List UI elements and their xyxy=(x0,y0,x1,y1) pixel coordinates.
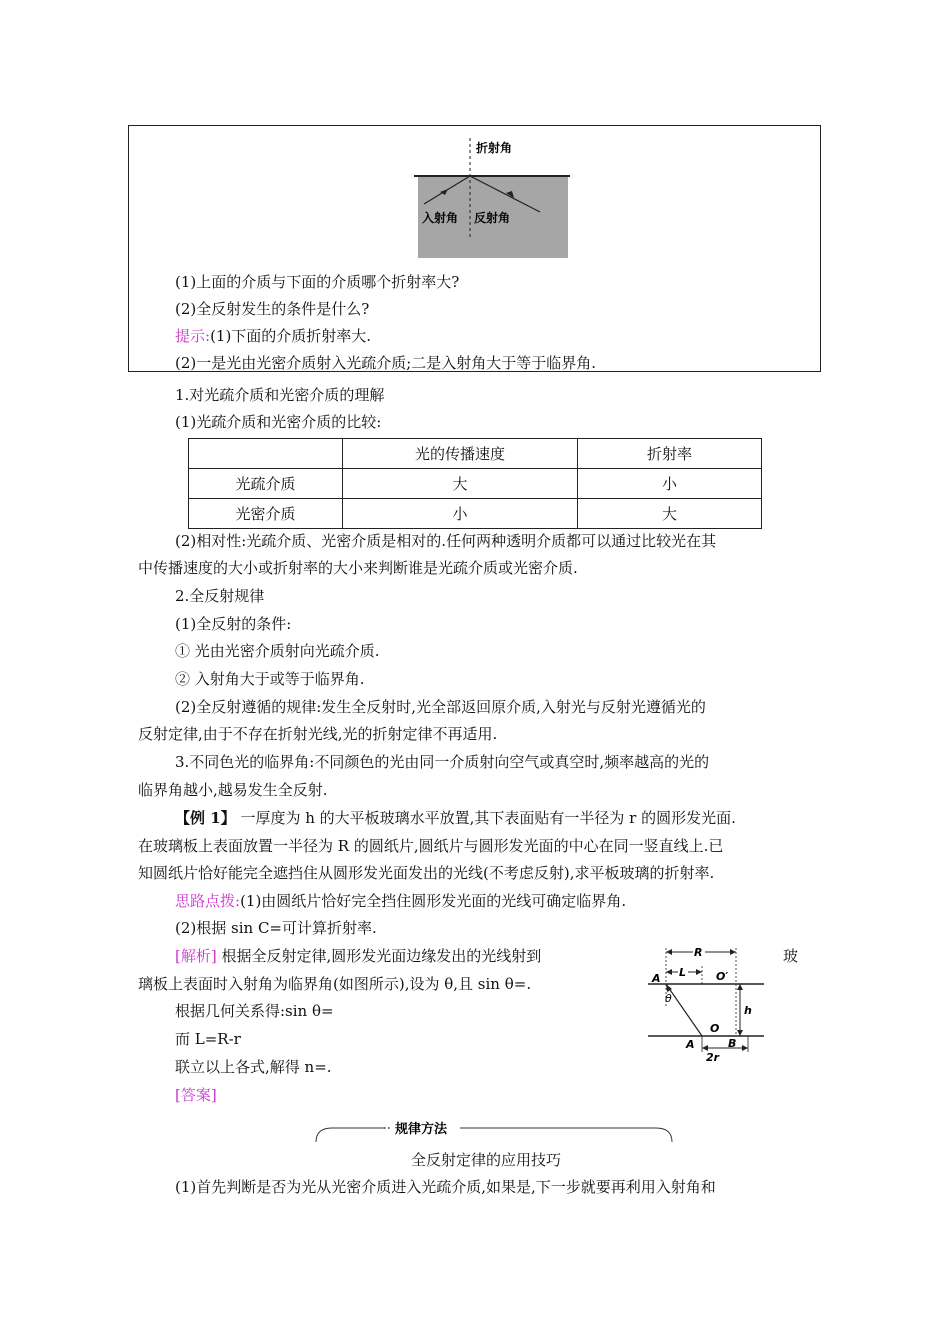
table-row xyxy=(189,499,762,529)
table-cell: 大 xyxy=(578,499,762,529)
label-R: R xyxy=(694,946,703,959)
section-2-sub2-line2: 反射定律,由于不存在折射光线,光的折射定律不再适用. xyxy=(138,725,498,743)
hint-label: 提示: xyxy=(175,327,211,345)
table-cell: 小 xyxy=(343,499,578,529)
glass-plate-figure xyxy=(644,944,768,1064)
method-title: 全反射定律的应用技巧 xyxy=(411,1151,562,1169)
label-L: L xyxy=(679,966,687,979)
label-h: h xyxy=(744,1004,752,1017)
table-row xyxy=(189,469,762,499)
arrow-down-icon xyxy=(737,1030,743,1036)
arrow-right-icon xyxy=(730,949,736,955)
table-header-cell xyxy=(189,439,343,469)
example-hint-line-2: (2)根据 sin C=可计算折射率. xyxy=(175,919,377,937)
analysis-line-1 xyxy=(175,946,541,966)
example-text-1: 一厚度为 h 的大平板玻璃水平放置,其下表面贴有一半径为 r 的圆形发光面. xyxy=(235,809,736,827)
analysis-line-4: 而 L=R-r xyxy=(175,1030,241,1048)
refraction-reflection-diagram xyxy=(414,138,570,260)
example-line-1 xyxy=(175,808,736,828)
banner-left-curve xyxy=(316,1128,384,1142)
table-header-row xyxy=(189,439,762,469)
label-A-bottom: A xyxy=(686,1038,695,1051)
section-2-sub1: (1)全反射的条件: xyxy=(175,615,292,633)
method-banner xyxy=(310,1118,680,1146)
answer-label: [答案] xyxy=(175,1086,217,1104)
label-A-top: A xyxy=(652,972,661,985)
hint-line-1 xyxy=(175,326,371,346)
arrow-right-icon xyxy=(696,969,702,975)
condition-2: ② 入射角大于或等于临界角. xyxy=(175,670,365,688)
table-header-cell: 折射率 xyxy=(578,439,762,469)
hint-line-2: (2)一是光由光密介质射入光疏介质;二是入射角大于等于临界角. xyxy=(175,354,597,372)
question-2: (2)全反射发生的条件是什么? xyxy=(175,300,370,318)
arrow-left-icon xyxy=(666,949,672,955)
example-tag: 【例 1】 xyxy=(175,809,236,827)
medium-comparison-table xyxy=(188,438,762,529)
table-header-cell: 光的传播速度 xyxy=(343,439,578,469)
question-1: (1)上面的介质与下面的介质哪个折射率大? xyxy=(175,273,460,291)
section-1-title: 1.对光疏介质和光密介质的理解 xyxy=(175,386,385,404)
table-cell: 小 xyxy=(578,469,762,499)
example-line-3: 知圆纸片恰好能完全遮挡住从圆形发光面发出的光线(不考虑反射),求平板玻璃的折射率. xyxy=(138,864,715,882)
section-1-sub1: (1)光疏介质和光密介质的比较: xyxy=(175,413,382,431)
reflection-angle-label: 反射角 xyxy=(474,211,511,225)
label-O-prime: O′ xyxy=(716,970,729,983)
analysis-line-3: 根据几何关系得:sin θ= xyxy=(175,1002,334,1020)
label-theta: θ xyxy=(665,992,672,1005)
section-2-sub2-line1: (2)全反射遵循的规律:发生全反射时,光全部返回原介质,入射光与反射光遵循光的 xyxy=(175,698,706,716)
example-hint-label: 思路点拨: xyxy=(175,892,241,910)
refraction-angle-label: 折射角 xyxy=(476,141,513,155)
arrow-up-icon xyxy=(737,984,743,990)
section-2-title: 2.全反射规律 xyxy=(175,587,265,605)
analysis-line-2: 璃板上表面时入射角为临界角(如图所示),设为 θ,且 sin θ=. xyxy=(138,975,532,993)
section-3-line2: 临界角越小,越易发生全反射. xyxy=(138,781,328,799)
section-1-sub2-line2: 中传播速度的大小或折射率的大小来判断谁是光疏介质或光密介质. xyxy=(138,559,578,577)
section-3-line1: 3.不同色光的临界角:不同颜色的光由同一介质射向空气或真空时,频率越高的光的 xyxy=(175,753,710,771)
condition-1: ① 光由光密介质射向光疏介质. xyxy=(175,642,380,660)
example-line-2: 在玻璃板上表面放置一半径为 R 的圆纸片,圆纸片与圆形发光面的中心在同一竖直线上.已 xyxy=(138,837,724,855)
example-hint-text-1: (1)由圆纸片恰好完全挡住圆形发光面的光线可确定临界角. xyxy=(240,892,627,910)
table-cell: 光密介质 xyxy=(189,499,343,529)
analysis-line-5: 联立以上各式,解得 n=. xyxy=(175,1058,332,1076)
label-2r: 2r xyxy=(706,1051,720,1064)
incidence-angle-label: 入射角 xyxy=(422,211,459,225)
table-cell: 大 xyxy=(343,469,578,499)
banner-label: 规律方法 xyxy=(395,1122,448,1137)
section-1-sub2-line1: (2)相对性:光疏介质、光密介质是相对的.任何两种透明介质都可以通过比较光在其 xyxy=(175,532,717,550)
analysis-label: [解析] xyxy=(175,947,217,965)
arrow-left-icon xyxy=(666,969,672,975)
example-hint-line-1 xyxy=(175,891,626,911)
method-paragraph-1: (1)首先判断是否为光从光密介质进入光疏介质,如果是,下一步就要再利用入射角和 xyxy=(175,1178,716,1196)
label-B: B xyxy=(728,1037,737,1050)
arrow-right-icon xyxy=(742,1045,748,1051)
analysis-text-1: 根据全反射定律,圆形发光面边缘发出的光线射到 xyxy=(216,947,542,965)
label-O: O xyxy=(710,1022,720,1035)
table-cell: 光疏介质 xyxy=(189,469,343,499)
banner-right-curve xyxy=(460,1128,672,1142)
hint-text-1: (1)下面的介质折射率大. xyxy=(210,327,372,345)
analysis-line-1-tail: 玻 xyxy=(783,947,799,965)
